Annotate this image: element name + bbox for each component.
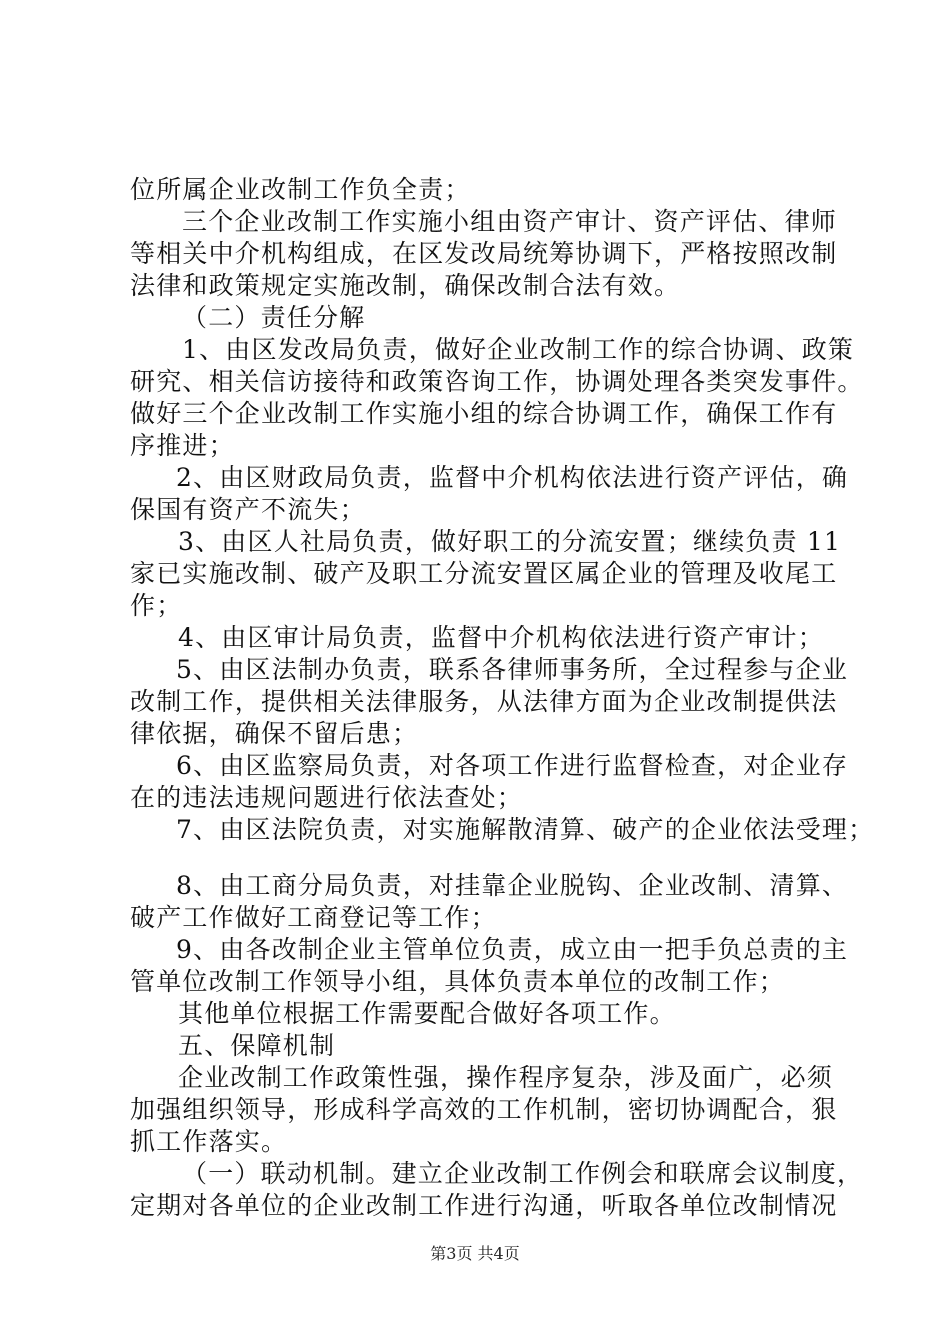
text-line: 管单位改制工作领导小组，具体负责本单位的改制工作； [130,967,786,996]
text-line: 作； [130,591,183,620]
text-line: （一）联动机制。建立企业改制工作例会和联席会议制度， [182,1159,864,1188]
text-line: 保国有资产不流失； [130,495,366,524]
text-line: 位所属企业改制工作负全责； [130,175,471,204]
text-line: 6、由区监察局负责，对各项工作进行监督检查，对企业存 [176,751,849,780]
text-line: 研究、相关信访接待和政策咨询工作，协调处理各类突发事件。 [130,367,864,396]
text-line: 3、由区人社局负责，做好职工的分流安置；继续负责 11 [178,527,842,556]
text-line: 5、由区法制办负责，联系各律师事务所，全过程参与企业 [176,655,849,684]
text-line: 在的违法违规问题进行依法查处； [130,783,524,812]
text-line: 2、由区财政局负责，监督中介机构依法进行资产评估，确 [176,463,849,492]
text-line: 9、由各改制企业主管单位负责，成立由一把手负总责的主 [176,935,849,964]
text-line: 定期对各单位的企业改制工作进行沟通，听取各单位改制情况 [130,1191,838,1220]
text-line: 4、由区审计局负责，监督中介机构依法进行资产审计； [178,623,824,652]
text-line: 家已实施改制、破产及职工分流安置区属企业的管理及收尾工 [130,559,838,588]
text-line: 律依据，确保不留后患； [130,719,419,748]
text-line: 改制工作，提供相关法律服务，从法律方面为企业改制提供法 [130,687,838,716]
text-line: 法律和政策规定实施改制，确保改制合法有效。 [130,271,681,300]
text-line: 加强组织领导，形成科学高效的工作机制，密切协调配合，狠 [130,1095,838,1124]
text-line: 做好三个企业改制工作实施小组的综合协调工作，确保工作有 [130,399,838,428]
section-heading: （二）责任分解 [182,303,366,332]
page-number-footer: 第3页 共4页 [430,1244,520,1263]
text-line: 等相关中介机构组成，在区发改局统筹协调下，严格按照改制 [130,239,838,268]
text-line: 抓工作落实。 [130,1127,288,1156]
text-line: 其他单位根据工作需要配合做好各项工作。 [178,999,676,1028]
text-line: 8、由工商分局负责，对挂靠企业脱钩、企业改制、清算、 [176,871,849,900]
section-heading: 五、保障机制 [178,1031,336,1060]
text-line: 7、由区法院负责，对实施解散清算、破产的企业依法受理； [176,815,875,844]
text-line: 三个企业改制工作实施小组由资产审计、资产评估、律师 [182,207,838,236]
text-line: 1、由区发改局负责，做好企业改制工作的综合协调、政策 [182,335,855,364]
text-line: 破产工作做好工商登记等工作； [130,903,497,932]
text-line: 序推进； [130,431,235,460]
text-line: 企业改制工作政策性强，操作程序复杂，涉及面广，必须 [178,1063,834,1092]
